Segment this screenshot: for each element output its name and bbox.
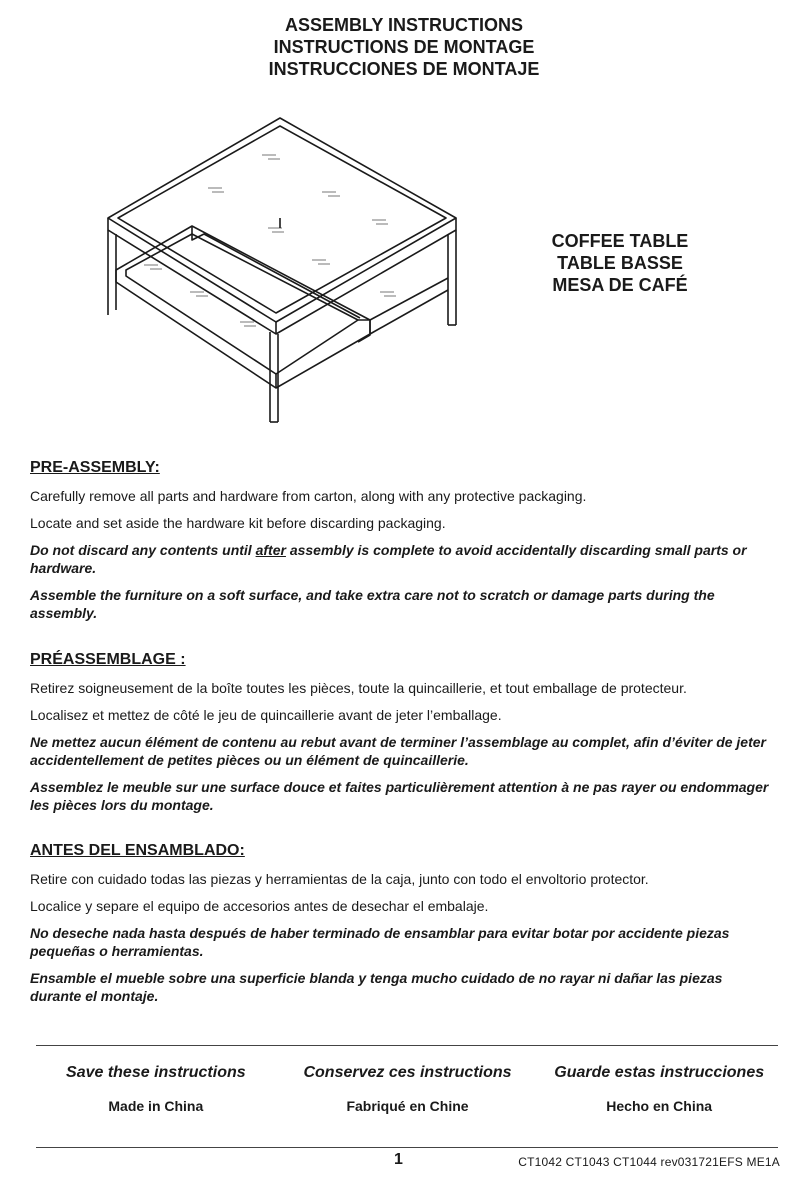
pre-assembly-spanish-section — [30, 841, 770, 1014]
warning-text: assembly is complete to avoid accidentally discarding small parts or hardware. — [30, 542, 747, 576]
made-in-spanish: Hecho en China — [606, 1098, 713, 1114]
title-french: INSTRUCTIONS DE MONTAGE — [273, 37, 535, 57]
footer-column-spanish — [533, 1063, 785, 1115]
warning-line — [30, 541, 770, 577]
instruction-line: Localice y separe el equipo de accesorios antes de desechar el embalaje. — [30, 898, 489, 914]
warning-emphasis: after — [255, 542, 286, 558]
warning-line: Assemblez le meuble sur une surface douce et faites particulièrement attention à ne pas rayer ou endommager les pièces lors du montage. — [30, 779, 769, 813]
product-name-french: TABLE BASSE — [557, 253, 683, 273]
product-name-english: COFFEE TABLE — [551, 231, 689, 251]
footer-column-french — [282, 1063, 534, 1115]
made-in-french: Fabriqué en Chine — [346, 1098, 469, 1114]
warning-text: Do not discard any contents until — [30, 542, 256, 558]
page-number: 1 — [394, 1151, 403, 1168]
instruction-line: Retirez soigneusement de la boîte toutes les pièces, toute la quincaillerie, et tout emballage de protecteur. — [30, 680, 687, 696]
divider — [36, 1045, 778, 1046]
divider — [36, 1147, 778, 1148]
section-heading: PRE-ASSEMBLY: — [30, 459, 160, 476]
instruction-line: Localisez et mettez de côté le jeu de quincaillerie avant de jeter l’emballage. — [30, 707, 502, 723]
footer-save-row — [30, 1063, 785, 1115]
instruction-line: Locate and set aside the hardware kit before discarding packaging. — [30, 515, 446, 531]
section-heading: PRÉASSEMBLAGE : — [30, 651, 186, 668]
warning-line: Assemble the furniture on a soft surface, and take extra care not to scratch or damage parts during the assembly. — [30, 587, 715, 621]
warning-line: No deseche nada hasta después de haber terminado de ensamblar para evitar botar por accidente piezas pequeñas o herramientas. — [30, 925, 730, 959]
instruction-line: Carefully remove all parts and hardware from carton, along with any protective packaging. — [30, 488, 587, 504]
save-instructions-spanish: Guarde estas instrucciones — [554, 1064, 765, 1081]
product-name-spanish: MESA DE CAFÉ — [552, 275, 688, 295]
warning-line: Ensamble el mueble sobre una superficie blanda y tenga mucho cuidado de no rayar ni dañar las piezas durante el montaje. — [30, 970, 723, 1004]
save-instructions-french: Conservez ces instructions — [303, 1064, 512, 1081]
table-top-frame — [108, 118, 456, 322]
save-instructions-english: Save these instructions — [66, 1064, 246, 1081]
section-heading: ANTES DEL ENSAMBLADO: — [30, 842, 245, 859]
title-english: ASSEMBLY INSTRUCTIONS — [284, 15, 524, 35]
made-in-english: Made in China — [108, 1098, 204, 1114]
footer-column-english — [30, 1063, 282, 1115]
instruction-line: Retire con cuidado todas las piezas y herramientas de la caja, junto con todo el envoltorio protector. — [30, 871, 649, 887]
warning-line: Ne mettez aucun élément de contenu au rebut avant de terminer l’assemblage au complet, afin d’éviter de jeter accidentellement de petites pièces ou un élément de quincaillerie. — [30, 734, 766, 768]
title-spanish: INSTRUCCIONES DE MONTAJE — [268, 59, 540, 79]
pre-assembly-english-section — [30, 458, 770, 631]
model-codes: CT1042 CT1043 CT1044 rev031721EFS ME1A — [518, 1155, 780, 1169]
page-title — [0, 14, 808, 80]
pre-assembly-french-section — [30, 650, 770, 823]
product-name — [520, 230, 720, 296]
coffee-table-illustration — [100, 110, 470, 430]
